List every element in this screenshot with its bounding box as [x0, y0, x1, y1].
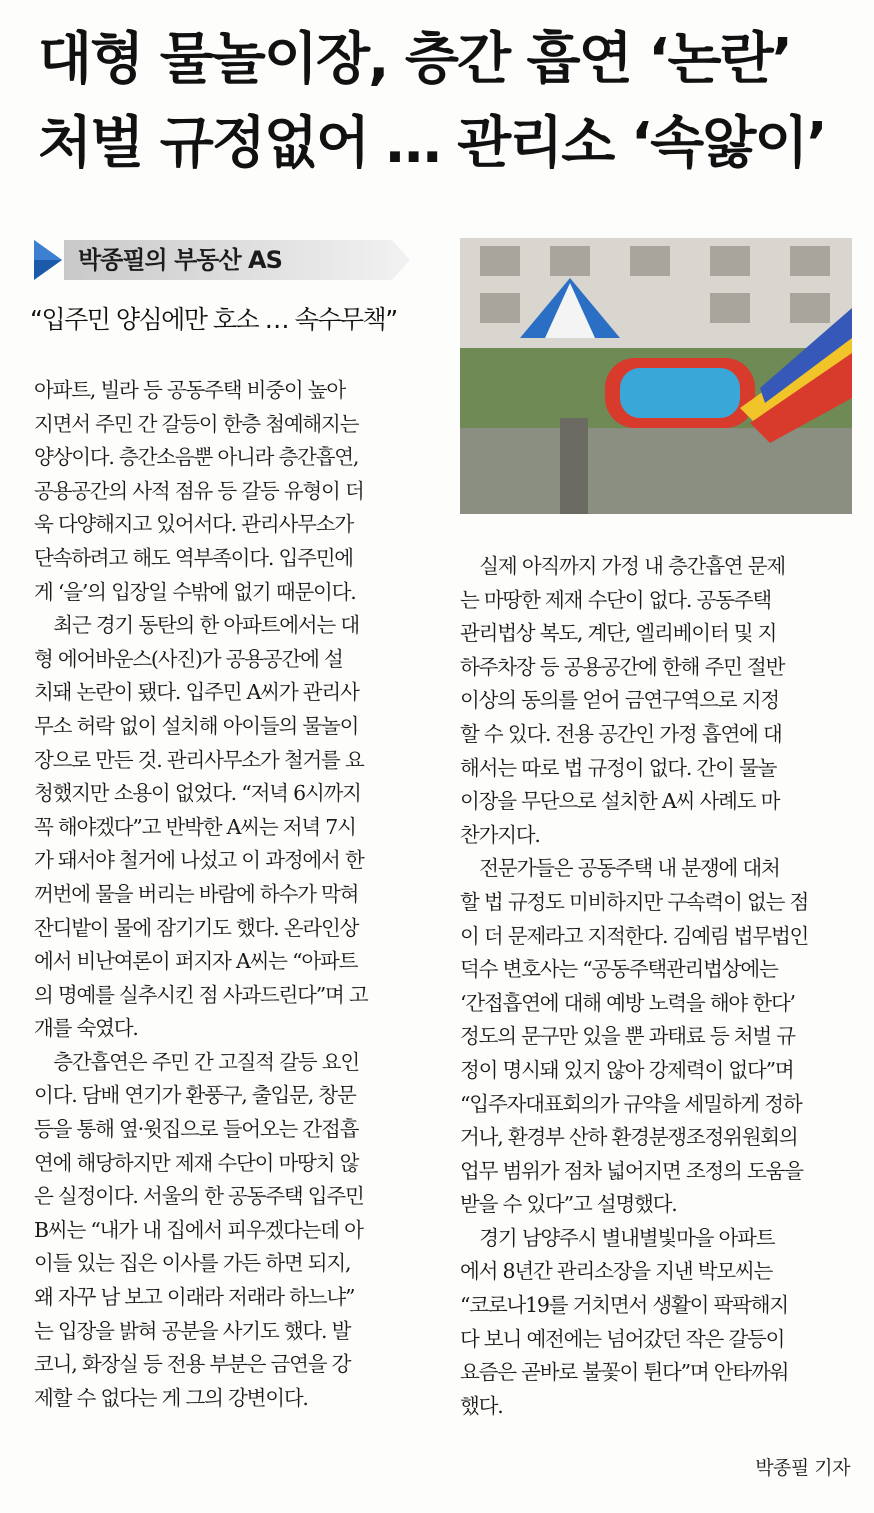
article-line: 이다. 담배 연기가 환풍구, 출입문, 창문: [34, 1083, 356, 1108]
subheadline: “입주민 양심에만 호소 … 속수무책”: [30, 305, 397, 334]
article-line: 아파트, 빌라 등 공동주택 비중이 높아: [34, 378, 345, 402]
article-line: 욱 다양해지고 있어서다. 관리사무소가: [34, 512, 353, 537]
article-line: 형 에어바운스(사진)가 공용공간에 설: [34, 646, 343, 671]
article-line: 할 법 규정도 미비하지만 구속력이 없는 점: [460, 889, 809, 914]
article-line: 치돼 논란이 됐다. 입주민 A씨가 관리사: [34, 680, 359, 705]
article-line: 하주차장 등 공용공간에 한해 주민 절반: [460, 654, 785, 679]
article-line: 청했지만 소용이 없었다. “저녁 6시까지: [34, 781, 361, 806]
article-line: 해서는 따로 법 규정이 없다. 간이 물놀: [460, 755, 777, 780]
article-line: 정이 명시돼 있지 않아 강제력이 없다”며: [460, 1057, 794, 1082]
article-photo: [460, 238, 852, 514]
article-line: 관리법상 복도, 계단, 엘리베이터 및 지: [460, 621, 777, 646]
headline-line-1: 대형 물놀이장, 층간 흡연 ‘논란’: [38, 27, 791, 92]
article-line: 했다.: [460, 1393, 503, 1418]
air-bounce-photo: [460, 238, 852, 514]
article-line: 지면서 주민 간 갈등이 한층 첨예해지는: [34, 411, 359, 436]
article-line: 업무 범위가 점차 넓어지면 조정의 도움을: [460, 1158, 803, 1183]
article-line: 공용공간의 사적 점유 등 갈등 유형이 더: [34, 478, 364, 503]
article-line: 층간흡연은 주민 간 고질적 갈등 요인: [34, 1049, 359, 1074]
article-line: 왜 자꾸 남 보고 이래라 저래라 하느냐”: [34, 1285, 355, 1310]
article-line: 단속하려고 해도 역부족이다. 입주민에: [34, 545, 353, 570]
article-column-left: [34, 374, 438, 1415]
article-line: 에서 8년간 관리소장을 지낸 박모씨는: [460, 1259, 773, 1284]
article-line: 할 수 있다. 전용 공간인 가정 흡연에 대: [460, 721, 782, 746]
article-line: 개를 숙였다.: [34, 1016, 138, 1041]
article-line: 이상의 동의를 얻어 금연구역으로 지정: [460, 688, 779, 713]
article-line: 장으로 만든 것. 관리사무소가 철거를 요: [34, 747, 364, 772]
article-line: 게 ‘을’의 입장일 수밖에 없기 때문이다.: [34, 579, 356, 604]
article-line: 는 입장을 밝혀 공분을 사기도 했다. 발: [34, 1318, 351, 1343]
article-line: 무소 허락 없이 설치해 아이들의 물놀이: [34, 713, 359, 738]
article-line: 양상이다. 층간소음뿐 아니라 층간흡연,: [34, 445, 359, 470]
article-line: 등을 통해 옆·윗집으로 들어오는 간접흡: [34, 1117, 359, 1142]
article-line: 실제 아직까지 가정 내 층간흡연 문제: [460, 554, 785, 578]
article-line: 덕수 변호사는 “공동주택관리법상에는: [460, 957, 778, 982]
article-line: 에서 비난여론이 퍼지자 A씨는 “아파트: [34, 949, 358, 974]
article-line: 의 명예를 실추시킨 점 사과드린다”며 고: [34, 982, 368, 1007]
article-line: 이 더 문제라고 지적한다. 김예림 법무법인: [460, 923, 809, 948]
byline: 박종필 기자: [755, 1457, 850, 1479]
article-line: 꺼번에 물을 버리는 바람에 하수가 막혀: [34, 881, 359, 906]
section-tag-label: 박종필의 부동산 AS: [78, 246, 282, 274]
article-line: 경기 남양주시 별내별빛마을 아파트: [460, 1225, 775, 1250]
article-line: 정도의 문구만 있을 뿐 과태료 등 처벌 규: [460, 1024, 795, 1049]
article-line: “입주자대표회의가 규약을 세밀하게 정하: [460, 1091, 802, 1116]
article-line: 전문가들은 공동주택 내 분쟁에 대처: [460, 856, 780, 881]
article-line: 찬가지다.: [460, 822, 540, 847]
article-line: 요즘은 곧바로 불꽃이 튄다”며 안타까워: [460, 1360, 789, 1385]
headline-line-2: 처벌 규정없어 … 관리소 ‘속앓이’: [38, 111, 826, 176]
article-line: 꼭 해야겠다”고 반박한 A씨는 저녁 7시: [34, 814, 356, 839]
article-line: B씨는 “내가 내 집에서 피우겠다는데 아: [34, 1217, 363, 1242]
article-line: 이장을 무단으로 설치한 A씨 사례도 마: [460, 789, 780, 814]
section-tag: [34, 238, 410, 282]
article-line: 코니, 화장실 등 전용 부분은 금연을 강: [34, 1352, 351, 1377]
article-line: 연에 해당하지만 제재 수단이 마땅치 않: [34, 1150, 359, 1175]
article-line: ‘간접흡연에 대해 예방 노력을 해야 한다’: [460, 990, 795, 1015]
article-line: 가 돼서야 철거에 나섰고 이 과정에서 한: [34, 848, 364, 873]
article-line: 은 실정이다. 서울의 한 공동주택 입주민: [34, 1184, 364, 1209]
article-line: 잔디밭이 물에 잠기기도 했다. 온라인상: [34, 915, 359, 940]
article-line: 이들 있는 집은 이사를 가든 하면 되지,: [34, 1251, 351, 1276]
article-line: 제할 수 없다는 게 그의 강변이다.: [34, 1385, 308, 1410]
article-line: 최근 경기 동탄의 한 아파트에서는 대: [34, 613, 359, 638]
article-line: 다 보니 예전에는 넘어갔던 작은 갈등이: [460, 1326, 785, 1351]
headline: [38, 18, 858, 186]
article-column-right: [460, 550, 856, 1423]
article-line: “코로나19를 거치면서 생활이 팍팍해지: [460, 1293, 788, 1318]
article-line: 거나, 환경부 산하 환경분쟁조정위원회의: [460, 1125, 798, 1150]
article-line: 는 마땅한 제재 수단이 없다. 공동주택: [460, 587, 771, 612]
article-line: 받을 수 있다”고 설명했다.: [460, 1192, 677, 1217]
